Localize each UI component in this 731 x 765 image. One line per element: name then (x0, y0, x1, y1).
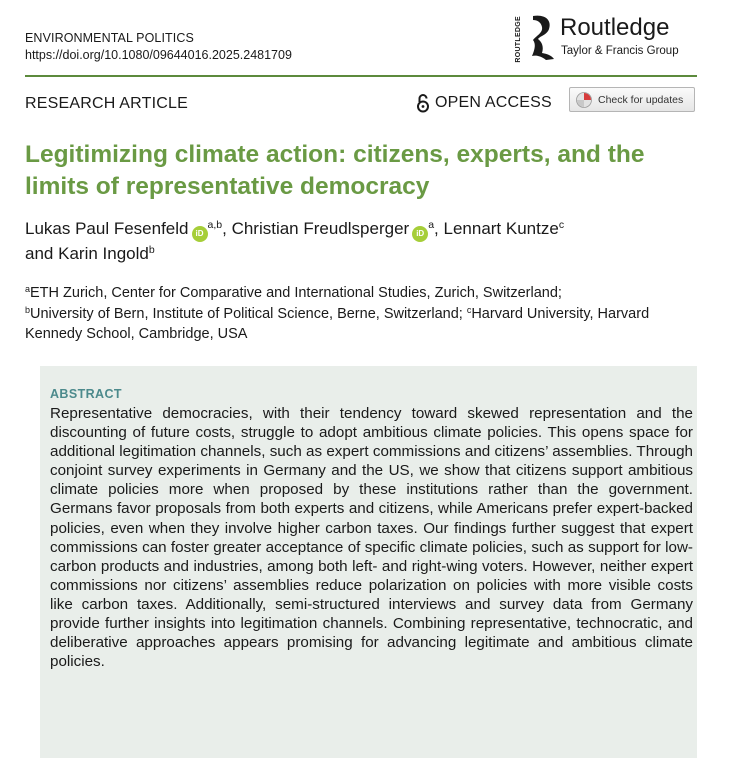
abstract-text: Representative democracies, with their tendency toward skewed representation and the discounting of future costs, struggle to adopt ambitious climate policies. This opens space for additional legitimation channels, such as expert commissions and citizens’ assemblies. Through conjoint survey experiments in Germany and the US, we show that citizens support ambitious climate policies more when proposed by these institutions rather than the government. Germans favor proposals from both experts and citizens, while Americans prefer expert-backed policies, even when they involve higher carbon taxes. Our findings further suggest that expert commissions can foster greater acceptance of specific climate policies, such as support for low-carbon products and industries, among both left- and right-wing voters. However, neither expert commissions nor citizens’ assemblies reduce polarization on policies with more visible costs like carbon taxes. Additionally, semi-structured interviews and survey data from Germany provide further insights into legitimation channels. Combining representative, technocratic, and deliberative approaches appears promising for advancing legitimate and ambitious climate policies. (50, 405, 693, 671)
affiliation-mark: c (466, 304, 472, 315)
author-affiliation-mark: b (148, 244, 155, 256)
author-name: Lennart Kuntze (443, 219, 559, 238)
check-for-updates-button[interactable] (569, 87, 695, 112)
author-list: Lukas Paul Fesenfeld iD$^{a,b}$, Christian Freudlsperger $iD^a$, Lennart Kuntze$^c$ and Karin Ingold$^b$ (25, 219, 565, 263)
affiliation-text: ETH Zurich, Center for Comparative and International Studies, Zurich, Switzerland; (30, 285, 562, 301)
publisher-brand: Routledge (560, 14, 670, 41)
logo-side-text: ROUTLEDGE (515, 16, 522, 63)
journal-header (25, 30, 292, 64)
abstract-heading: ABSTRACT (50, 387, 122, 401)
author-affiliation-mark: c (558, 219, 565, 231)
open-lock-icon (416, 93, 430, 113)
article-doi-link[interactable]: https://doi.org/10.1080/09644016.2025.2481709 (25, 48, 292, 62)
author-name: Lukas Paul Fesenfeld (25, 219, 189, 238)
header-divider (25, 75, 697, 77)
author-affiliation-mark: a (428, 219, 435, 231)
open-access-badge (416, 93, 552, 113)
affiliation-text: University of Bern, Institute of Political Science, Berne, Switzerland; (30, 305, 467, 322)
routledge-mark-icon (527, 12, 557, 62)
open-access-label: OPEN ACCESS (435, 94, 552, 111)
routledge-logo (515, 10, 700, 66)
crossmark-icon (576, 92, 592, 108)
publisher-group: Taylor & Francis Group (561, 45, 679, 57)
author-name: Christian Freudlsperger (231, 219, 410, 238)
check-for-updates-label: Check for updates (598, 93, 684, 106)
article-type: RESEARCH ARTICLE (25, 95, 188, 112)
affiliations (25, 283, 705, 345)
affiliation-mark: a (25, 284, 31, 294)
author-name: Karin Ingold (58, 244, 149, 263)
orcid-icon[interactable]: iD (192, 226, 208, 242)
affiliation-mark: b (25, 304, 31, 315)
orcid-icon[interactable]: iD (412, 226, 428, 242)
abstract-box (40, 366, 697, 758)
author-conjunction: and (25, 244, 54, 263)
journal-name: ENVIRONMENTAL POLITICS (25, 31, 194, 45)
author-affiliation-mark: a,b (207, 219, 223, 231)
article-title: Legitimizing climate action: citizens, experts, and the limits of representative democracy (25, 141, 645, 200)
affiliation-text: Harvard University, Harvard Kennedy School, Cambridge, USA (25, 305, 650, 342)
